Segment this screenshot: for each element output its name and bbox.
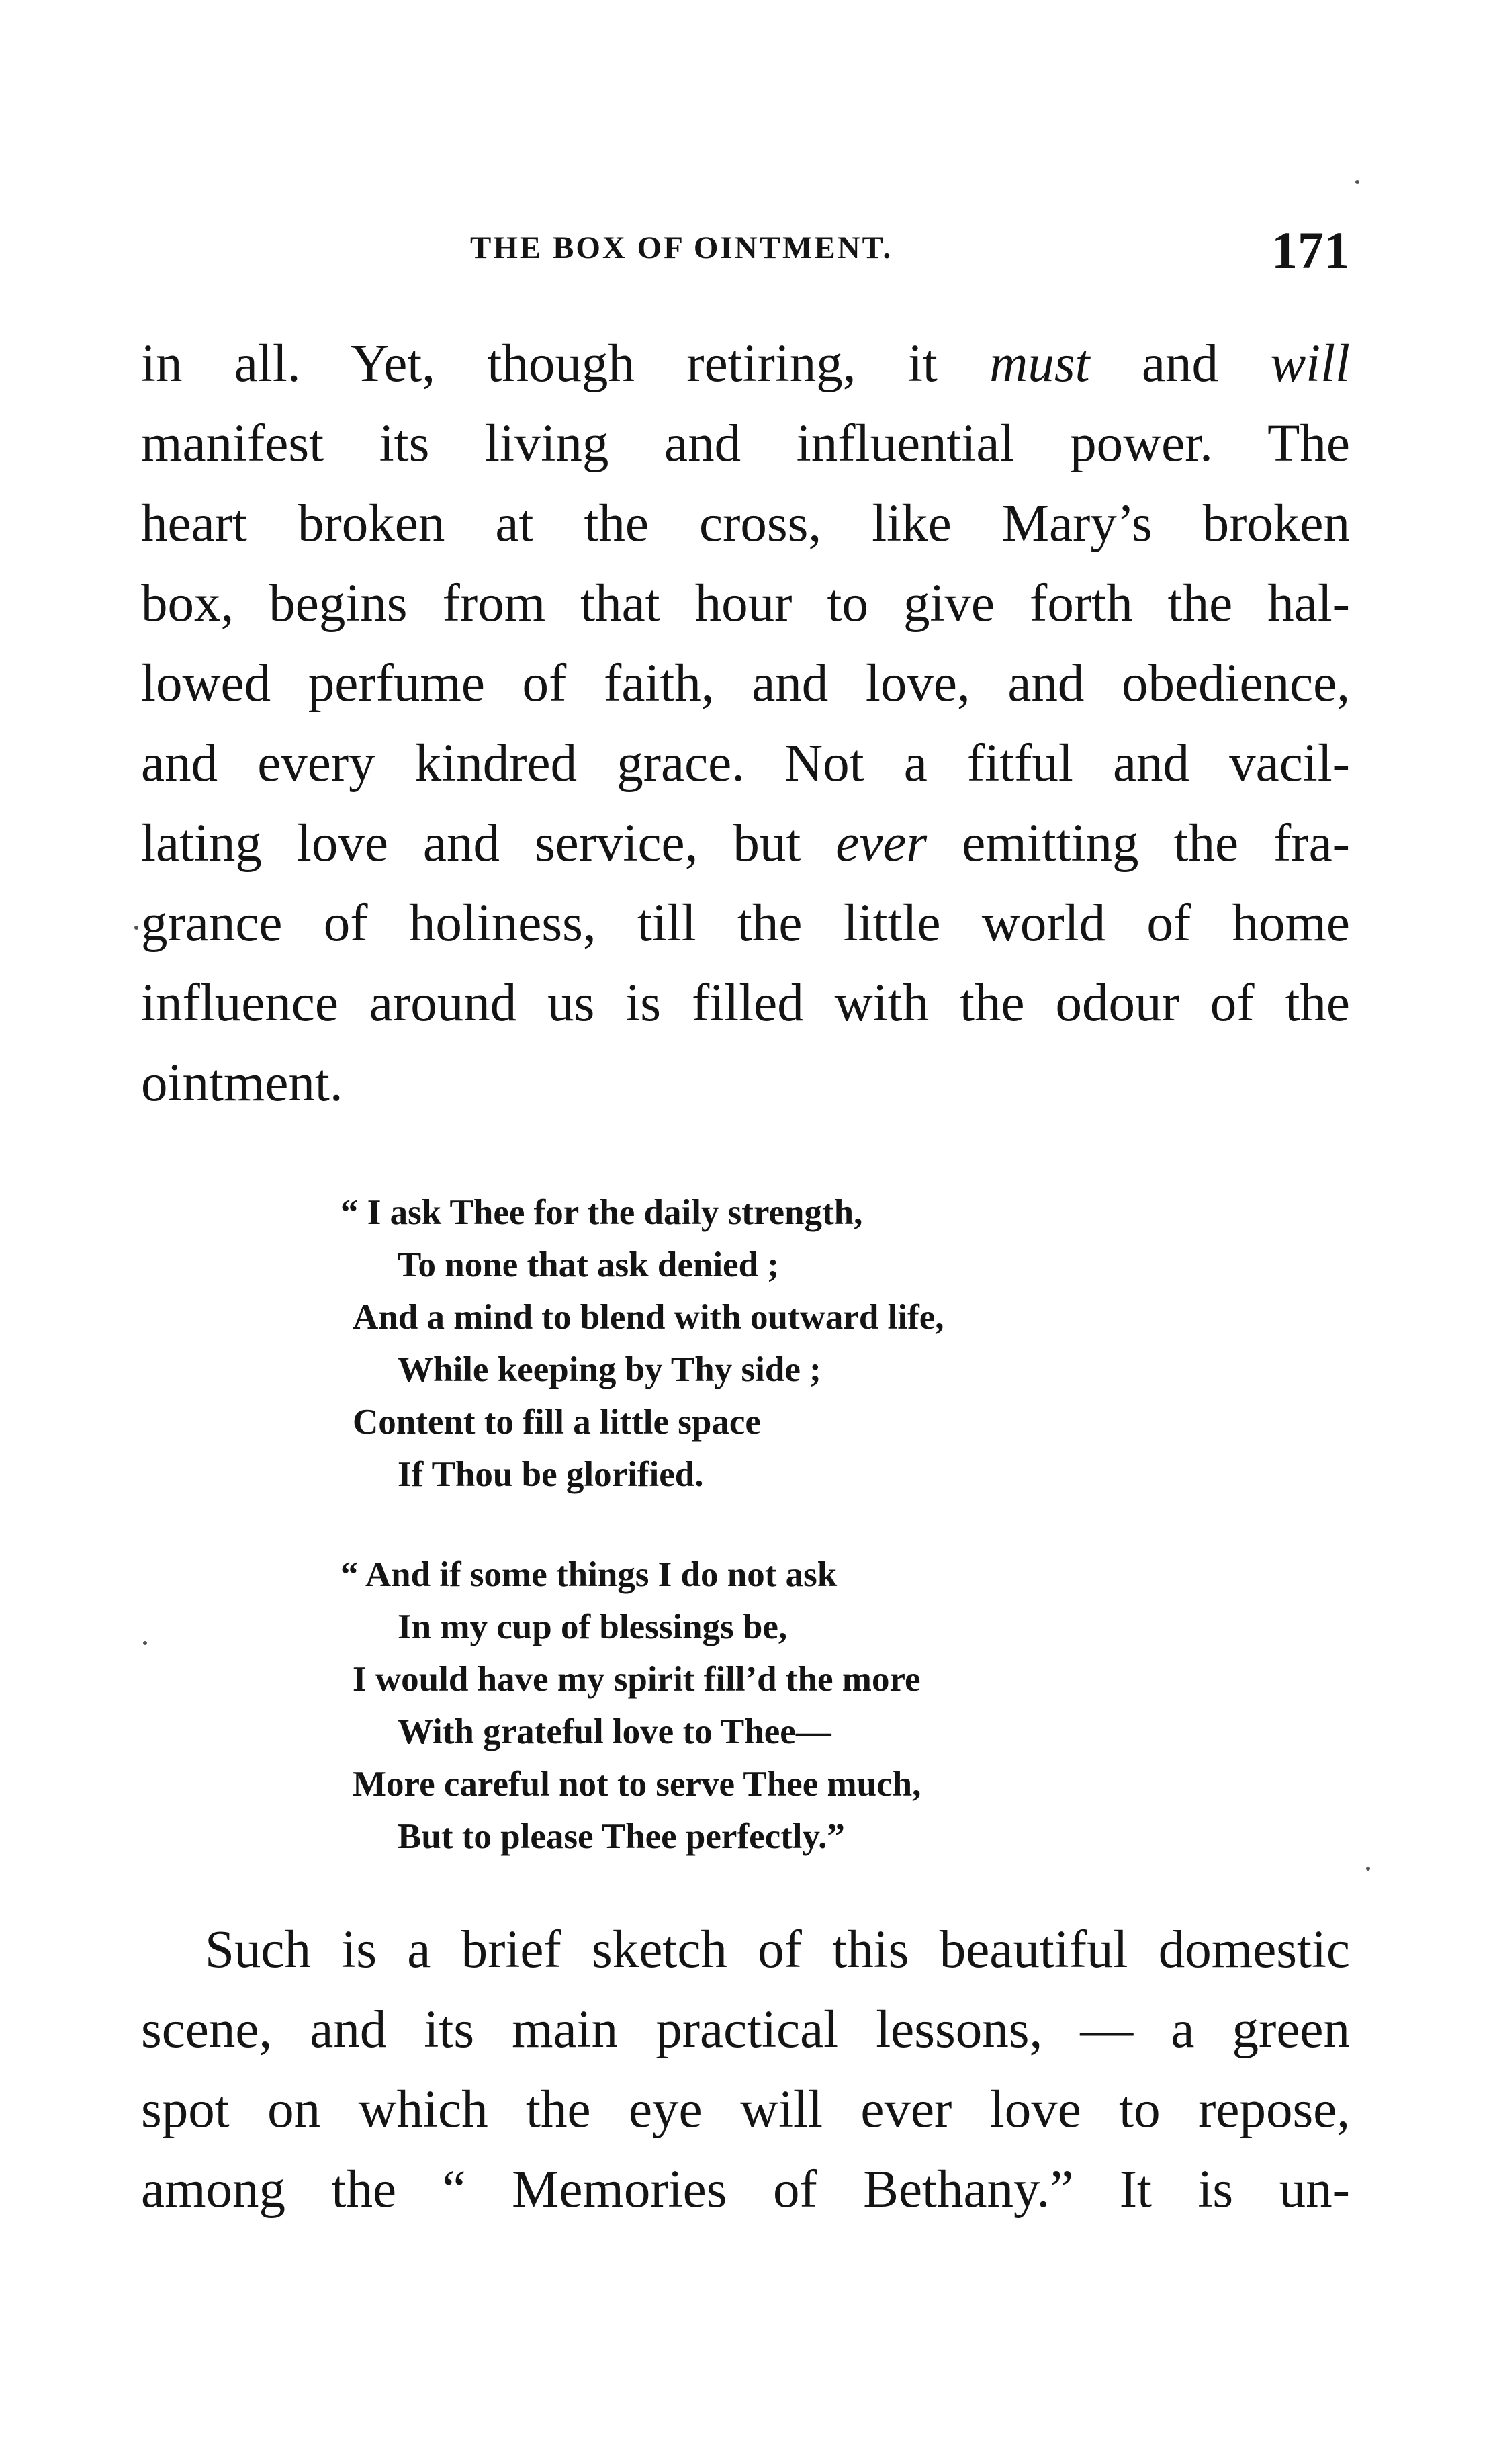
paragraph-continued bbox=[141, 324, 1350, 1123]
verse-line: But to please Thee perfectly.” bbox=[398, 1817, 845, 1856]
text-line: ointment. bbox=[141, 1054, 343, 1112]
verse-line: And a mind to blend with outward life, bbox=[353, 1298, 944, 1337]
verse-line: To none that ask denied ; bbox=[398, 1245, 779, 1284]
text-line: influence around us is filled with the odour of the bbox=[141, 974, 1350, 1032]
running-head bbox=[141, 220, 1350, 281]
verse-line: More careful not to serve Thee much, bbox=[353, 1765, 921, 1804]
text-line: scene, and its main practical lessons, — a green bbox=[141, 2000, 1350, 2059]
text-line: lating love and service, but ever emitting the fra- bbox=[141, 814, 1350, 873]
poem-stanza-2 bbox=[341, 1548, 921, 1863]
text-line: in all. Yet, though retiring, it must and will bbox=[141, 335, 1350, 393]
italic-word: will bbox=[1270, 335, 1350, 393]
running-title: THE BOX OF OINTMENT. bbox=[470, 230, 893, 265]
verse-line: With grateful love to Thee— bbox=[398, 1712, 831, 1751]
italic-word: must bbox=[989, 335, 1090, 393]
text-line: lowed perfume of faith, and love, and obedience, bbox=[141, 654, 1350, 713]
verse-line: “ And if some things I do not ask bbox=[341, 1555, 838, 1594]
print-speck bbox=[1355, 180, 1359, 184]
text-line: Such is a brief sketch of this beautiful domestic bbox=[205, 1921, 1350, 1979]
text-line: heart broken at the cross, like Mary’s broken bbox=[141, 494, 1350, 553]
paragraph-new bbox=[141, 1910, 1350, 2230]
verse-line: While keeping by Thy side ; bbox=[398, 1350, 821, 1389]
text-line: and every kindred grace. Not a fitful and vacil- bbox=[141, 734, 1350, 793]
print-speck bbox=[143, 1641, 147, 1645]
verse-line: If Thou be glorified. bbox=[398, 1455, 704, 1494]
verse-line: In my cup of blessings be, bbox=[398, 1608, 788, 1646]
poem-stanza-1 bbox=[341, 1186, 944, 1501]
text-line: among the “ Memories of Bethany.” It is un- bbox=[141, 2160, 1350, 2219]
print-speck bbox=[134, 926, 138, 930]
italic-word: ever bbox=[835, 814, 928, 873]
verse-line: “ I ask Thee for the daily strength, bbox=[341, 1193, 863, 1232]
print-speck bbox=[1366, 1867, 1370, 1871]
verse-line: I would have my spirit fill’d the more bbox=[353, 1660, 921, 1699]
text-line: box, begins from that hour to give forth the hal- bbox=[141, 574, 1350, 633]
page-number: 171 bbox=[1271, 221, 1350, 279]
verse-line: Content to fill a little space bbox=[353, 1403, 761, 1442]
text-line: manifest its living and influential power. The bbox=[141, 414, 1350, 473]
text-line: spot on which the eye will ever love to repose, bbox=[141, 2080, 1350, 2139]
text-line: grance of holiness, till the little world of home bbox=[141, 894, 1350, 953]
